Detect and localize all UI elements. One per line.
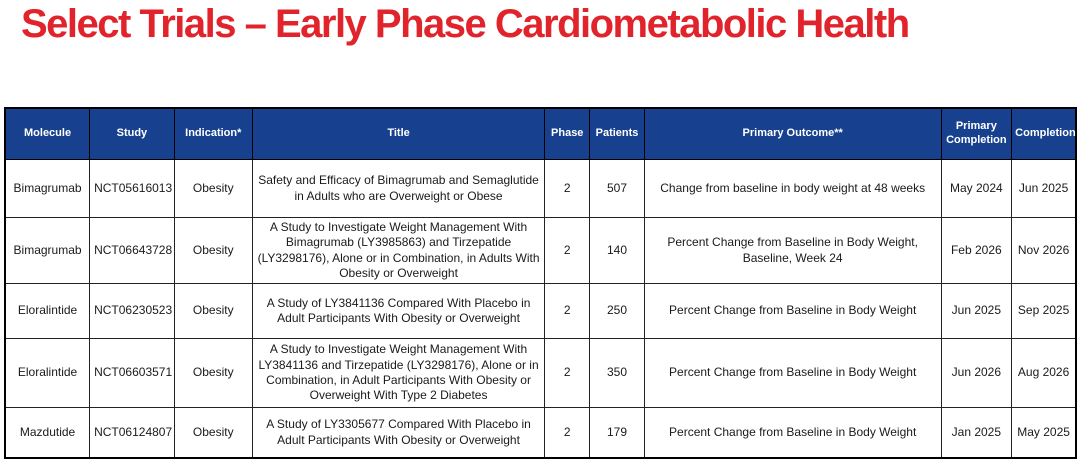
column-header-title: Title <box>252 108 544 160</box>
column-header-study: Study <box>90 108 175 160</box>
column-header-indication: Indication* <box>174 108 252 160</box>
cell-study: NCT05616013 <box>90 160 175 218</box>
cell-title: A Study of LY3841136 Compared With Placebo in Adult Participants With Obesity or Overweight <box>252 284 544 339</box>
cell-indication: Obesity <box>174 218 252 284</box>
cell-completion: Nov 2026 <box>1012 218 1076 284</box>
cell-primary-completion: Jun 2026 <box>941 339 1012 408</box>
cell-title: Safety and Efficacy of Bimagrumab and Semaglutide in Adults who are Overweight or Obese <box>252 160 544 218</box>
cell-patients: 140 <box>590 218 645 284</box>
column-header-molecule: Molecule <box>5 108 90 160</box>
cell-primary-outcome: Change from baseline in body weight at 48 weeks <box>644 160 941 218</box>
cell-study: NCT06230523 <box>90 284 175 339</box>
cell-patients: 350 <box>590 339 645 408</box>
cell-indication: Obesity <box>174 160 252 218</box>
table-row <box>5 160 1076 218</box>
cell-study: NCT06643728 <box>90 218 175 284</box>
cell-phase: 2 <box>545 160 590 218</box>
cell-patients: 250 <box>590 284 645 339</box>
cell-primary-outcome: Percent Change from Baseline in Body Weight <box>644 408 941 459</box>
table-header <box>5 108 1076 160</box>
cell-title: A Study of LY3305677 Compared With Placebo in Adult Participants With Obesity or Overweight <box>252 408 544 459</box>
cell-completion: Sep 2025 <box>1012 284 1076 339</box>
cell-molecule: Eloralintide <box>5 284 90 339</box>
cell-phase: 2 <box>545 339 590 408</box>
table-row <box>5 284 1076 339</box>
cell-phase: 2 <box>545 218 590 284</box>
cell-patients: 507 <box>590 160 645 218</box>
cell-molecule: Mazdutide <box>5 408 90 459</box>
cell-primary-completion: Jan 2025 <box>941 408 1012 459</box>
cell-indication: Obesity <box>174 408 252 459</box>
cell-study: NCT06603571 <box>90 339 175 408</box>
cell-completion: Aug 2026 <box>1012 339 1076 408</box>
cell-completion: Jun 2025 <box>1012 160 1076 218</box>
column-header-completion: Completion <box>1012 108 1076 160</box>
cell-primary-completion: May 2024 <box>941 160 1012 218</box>
trials-table <box>4 107 1077 459</box>
cell-phase: 2 <box>545 284 590 339</box>
table-row <box>5 339 1076 408</box>
cell-indication: Obesity <box>174 284 252 339</box>
table-body <box>5 160 1076 459</box>
table-row <box>5 218 1076 284</box>
cell-primary-outcome: Percent Change from Baseline in Body Weight, Baseline, Week 24 <box>644 218 941 284</box>
column-header-phase: Phase <box>545 108 590 160</box>
table-row <box>5 408 1076 459</box>
cell-primary-outcome: Percent Change from Baseline in Body Weight <box>644 339 941 408</box>
cell-primary-outcome: Percent Change from Baseline in Body Weight <box>644 284 941 339</box>
cell-primary-completion: Jun 2025 <box>941 284 1012 339</box>
cell-patients: 179 <box>590 408 645 459</box>
cell-molecule: Bimagrumab <box>5 160 90 218</box>
table-header-row <box>5 108 1076 160</box>
cell-completion: May 2025 <box>1012 408 1076 459</box>
column-header-primary-completion: Primary Completion <box>941 108 1012 160</box>
column-header-patients: Patients <box>590 108 645 160</box>
cell-molecule: Bimagrumab <box>5 218 90 284</box>
cell-primary-completion: Feb 2026 <box>941 218 1012 284</box>
column-header-primary-outcome: Primary Outcome** <box>644 108 941 160</box>
cell-indication: Obesity <box>174 339 252 408</box>
cell-title: A Study to Investigate Weight Management With LY3841136 and Tirzepatide (LY3298176), Alone or in Combination, in Adult Participants With Obesity or Overweight With Type 2 Diabetes <box>252 339 544 408</box>
cell-study: NCT06124807 <box>90 408 175 459</box>
cell-title: A Study to Investigate Weight Management With Bimagrumab (LY3985863) and Tirzepatide (LY3298176), Alone or in Combination, in Adults With Obesity or Overweight <box>252 218 544 284</box>
cell-molecule: Eloralintide <box>5 339 90 408</box>
cell-phase: 2 <box>545 408 590 459</box>
page-title: Select Trials – Early Phase Cardiometabolic Health <box>21 2 909 46</box>
